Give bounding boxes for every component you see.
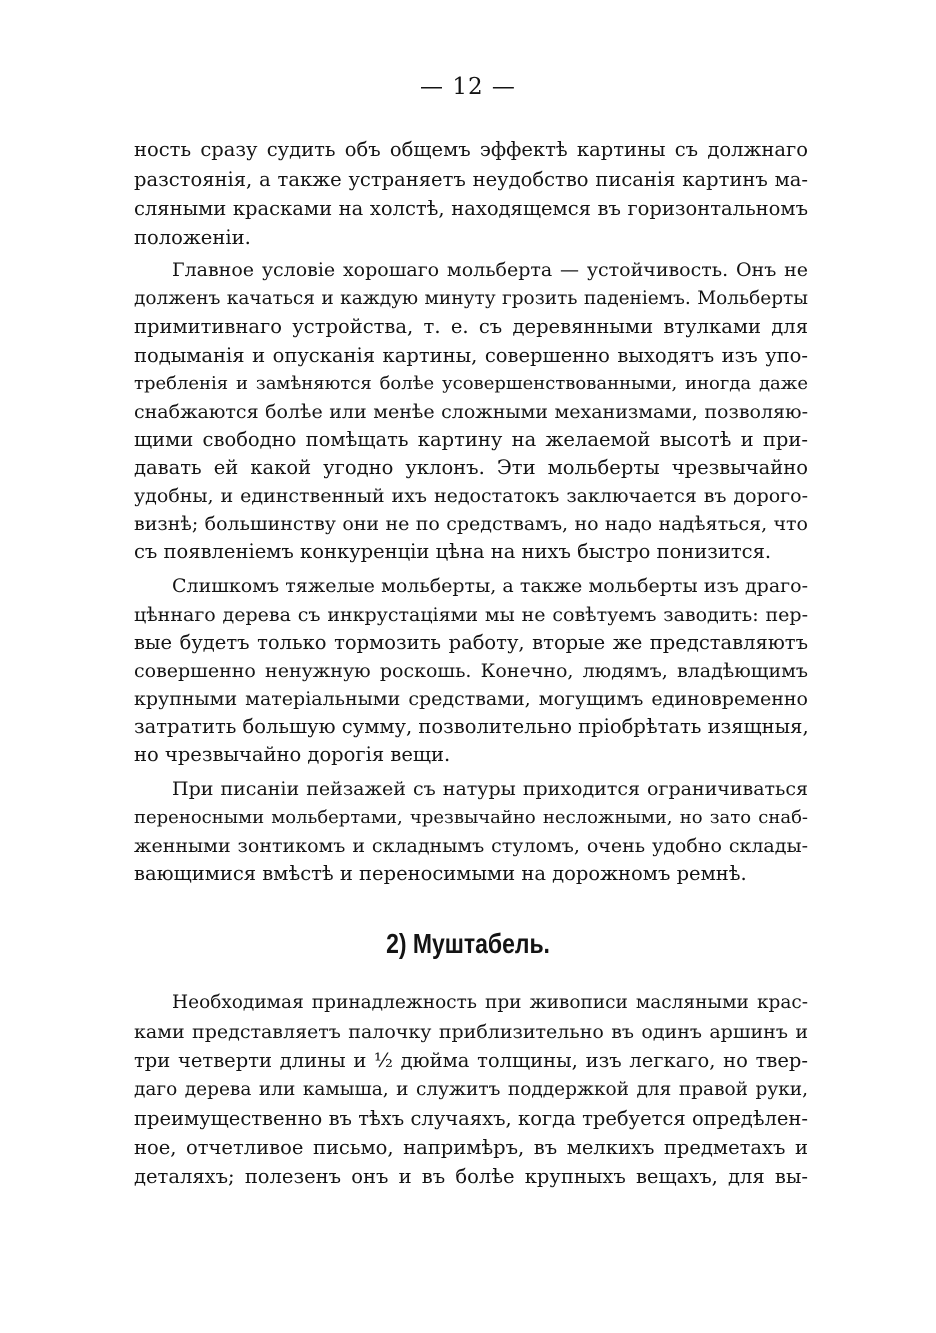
text-line: сляными красками на холстѣ, находящемся въ горизонтальномъ — [134, 197, 808, 220]
text-line: Главное условіе хорошаго мольберта — устойчивость. Онъ не — [172, 259, 808, 281]
text-line: подыманія и опусканія картины, совершенно выходятъ изъ упо- — [134, 344, 808, 367]
text-line: преимущественно въ тѣхъ случаяхъ, когда требуется опредѣлен- — [134, 1107, 808, 1130]
text-line: переносными мольбертами, чрезвычайно несложными, но зато снаб- — [134, 807, 808, 828]
text-line: требленія и замѣняются болѣе усовершенствованными, иногда даже — [134, 373, 808, 394]
text-line: три четверти длины и ½ дюйма толщины, изъ легкаго, но твер- — [134, 1049, 808, 1072]
text-line: примитивнаго устройства, т. е. съ деревянными втулками для — [134, 315, 808, 338]
text-line: снабжаются болѣе или менѣе сложными механизмами, позволяю- — [134, 401, 808, 423]
text-line: женными зонтикомъ и складнымъ стуломъ, очень удобно склады- — [134, 835, 808, 857]
text-line: ность сразу судить объ общемъ эффектѣ картины съ должнаго — [134, 138, 808, 161]
text-line: визнѣ; большинству они не по средствамъ, но надо надѣяться, что — [134, 513, 808, 535]
text-line: щими свободно помѣщать картину на желаемой высотѣ и при- — [134, 428, 808, 451]
text-line: Слишкомъ тяжелые мольберты, а также мольберты изъ драго- — [172, 575, 808, 597]
text-line: ное, отчетливое письмо, напримѣръ, въ мелкихъ предметахъ и — [134, 1136, 808, 1159]
text-line: вые будетъ только тормозить работу, вторые же представляютъ — [134, 631, 808, 654]
text-line: давать ей какой угодно уклонъ. Эти мольберты чрезвычайно — [134, 456, 808, 479]
text-line: Необходимая принадлежность при живописи масляными крас- — [172, 992, 808, 1013]
text-line: вающимися вмѣстѣ и переносимыми на дорожномъ ремнѣ. — [134, 862, 747, 885]
text-line: долженъ качаться и каждую минуту грозить паденіемъ. Мольберты — [134, 288, 808, 309]
text-line: съ появленіемъ конкуренціи цѣна на нихъ быстро понизится. — [134, 540, 772, 563]
text-line: ками представляетъ палочку приблизительно въ одинъ аршинъ и — [134, 1021, 808, 1043]
text-line: удобны, и единственный ихъ недостатокъ заключается въ дорого- — [134, 485, 808, 507]
text-line: При писаніи пейзажей съ натуры приходится ограничиваться — [172, 778, 808, 800]
section-heading: 2) Муштабель. — [386, 928, 550, 959]
text-line: крупными матеріальными средствами, могущимъ единовременно — [134, 688, 808, 710]
text-line: разстоянія, а также устраняетъ неудобство писанія картинъ ма- — [134, 168, 808, 191]
text-line: цѣннаго дерева съ инкрустаціями мы не совѣтуемъ заводить: пер- — [134, 604, 808, 626]
text-line: даго дерева или камыша, и служитъ поддержкой для правой руки, — [134, 1079, 808, 1100]
text-line: но чрезвычайно дорогія вещи. — [134, 743, 451, 766]
text-line: положеніи. — [134, 226, 251, 249]
text-line: совершенно ненужную роскошь. Конечно, людямъ, владѣющимъ — [134, 660, 808, 682]
text-line: деталяхъ; полезенъ онъ и въ болѣе крупныхъ вещахъ, для вы- — [134, 1165, 808, 1188]
page-number: — 12 — — [420, 74, 516, 100]
text-line: затратить большую сумму, позволительно пріобрѣтать изящныя, — [134, 715, 809, 738]
